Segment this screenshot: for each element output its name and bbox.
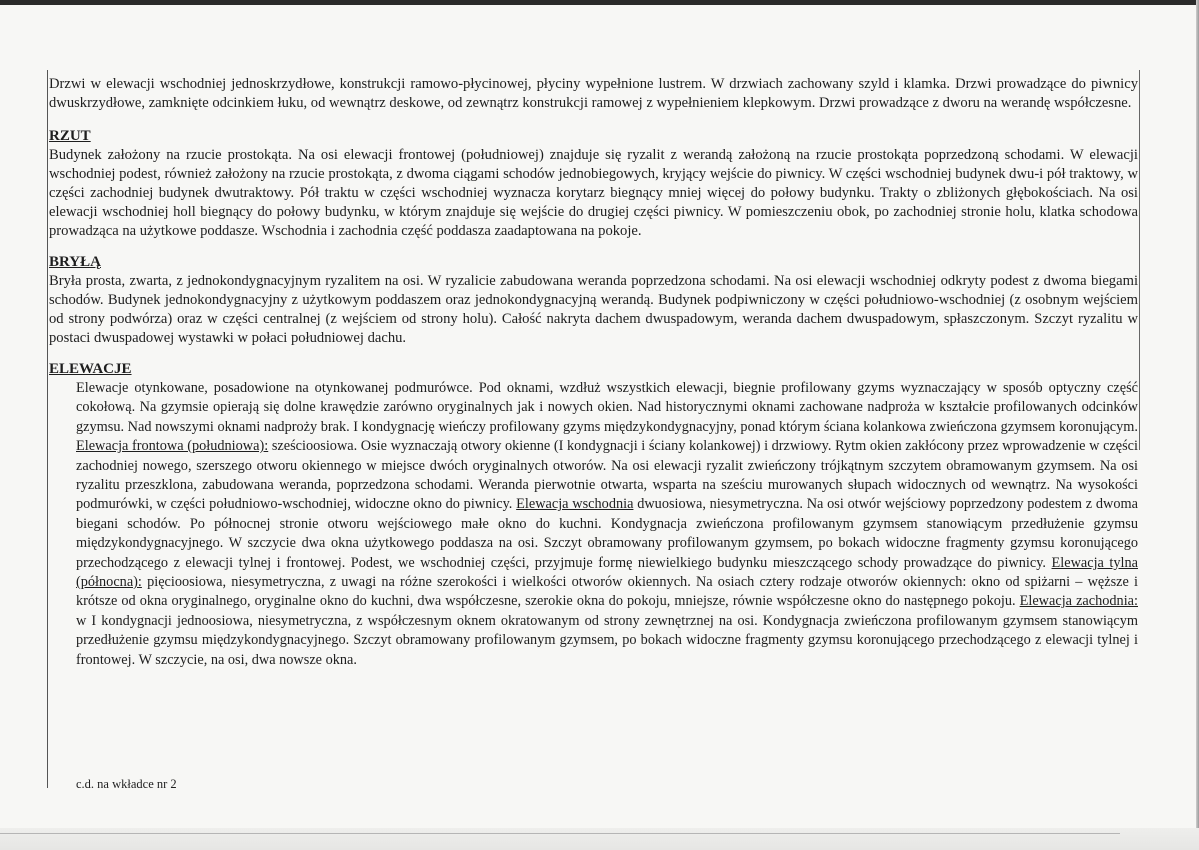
rzut-heading: RZUT <box>49 128 91 144</box>
form-left-border <box>47 70 48 788</box>
elewacje-heading: ELEWACJE <box>49 361 132 377</box>
intro-section <box>49 75 1138 113</box>
label-elewacja-tylna: Elewacja tylna (północna): <box>76 554 1138 591</box>
bryla-paragraph: Bryła prosta, zwarta, z jednokondygnacyjnym ryzalitem na osi. W ryzalicie zabudowana weranda poprzedzona schodami. Na osi elewacji wschodniej odkryty podest z dwoma biegami schodów. Budynek jednokondygnacyjny z użytkowym poddaszem oraz jednokondygnacyjną werandą. Budynek podpiwniczony w części południowo-wschodniej (z osobnym wejściem od strony podwórza) oraz w części centralnej (z wejściem od strony holu). Całość nakryta dachem dwuspadowym, weranda dachem dwuspadowym, spłaszczonym. Szczyt ryzalitu w postaci dwuspadowej wystawki w połaci południowej dachu. <box>49 273 1138 346</box>
label-elewacja-frontowa: Elewacja frontowa (południowa): <box>76 438 269 455</box>
scan-bottom-margin <box>0 828 1199 850</box>
elewacje-paragraph <box>49 379 1138 670</box>
scan-top-edge <box>0 0 1199 5</box>
form-right-border <box>1139 70 1140 450</box>
elewacje-text-zachodnia: w I kondygnacji jednoosiowa, niesymetryczna, z współczesnym oknem okratowanym od strony zewnętrznej na osi. Kondygnacja zwieńczona profilowanym gzymsem stanowiącym przedłużenie gzymsu międzykondygnacyjnego. Szczyt obramowany profilowanym gzymsem, po bokach widoczne fragmenty gzymsu koronującego przechodzącego z elewacji tylnej i frontowej. W szczycie, na osi, dwa nowsze okna. <box>76 612 1138 668</box>
document-body <box>49 75 1138 670</box>
label-elewacja-zachodnia: Elewacja zachodnia: <box>1019 593 1138 610</box>
elewacje-text-frontowa: sześcioosiowa. Osie wyznaczają otwory okienne (I kondygnacji i ściany kolankowej) i drzwiowy. Rytm okien zakłócony przez wprowadzenie w części zachodniej nowego, szerszego otworu okiennego w miejsce dwóch oryginalnych otworów. Na osi elewacji ryzalit zwieńczony trójkątnym szczytem obramowanym gzymsem. Na osi ryzalitu przeszklona, zabudowana weranda, poprzedzona schodami. Weranda pierwotnie otwarta, wsparta na sześciu murowanych słupach widocznych od wewnątrz. Na wysokości podmurówki, w części południowo-wschodniej, widoczne okno do piwnicy. <box>76 438 1138 513</box>
continuation-note: c.d. na wkładce nr 2 <box>76 777 177 791</box>
bryla-section <box>49 253 1138 348</box>
elewacje-text-tylna: pięcioosiowa, niesymetryczna, z uwagi na różne szerokości i wielkości otworów okiennych. Na osiach cztery rodzaje otworów okiennych: okno od spiżarni – węższe i krótsze od okna oryginalnego, oryginalne okno do kuchni, dwa współczesne, szerokie okna do pokoju, mniejsze, równie współczesne okno do następnego pokoju. <box>76 574 1138 610</box>
elewacje-text-general: Elewacje otynkowane, posadowione na otynkowanej podmurówce. Pod oknami, wzdłuż wszystkich elewacji, biegnie profilowany gzyms wyznaczający w sposób optyczny część cokołową. Na gzymsie opierają się dolne krawędzie zarówno oryginalnych jak i nowych okien. Nad historycznymi oknami zachowane nadproża w kształcie profilowanych odcinków gzymsu. Nad nowszymi oknami nadproży brak. I kondygnację wieńczy profilowany gzyms międzykondygnacyjny, ponad którym ściana kolankowa zwieńczona gzymsem koronującym. <box>76 380 1138 435</box>
elewacje-section <box>49 360 1138 670</box>
form-bottom-line <box>0 833 1120 834</box>
rzut-paragraph: Budynek założony na rzucie prostokąta. Na osi elewacji frontowej (południowej) znajduje się ryzalit z werandą założoną na rzucie prostokąta poprzedzoną schodami. W elewacji wschodniej podest, również założony na rzucie prostokąta, z dwoma ciągami schodów jednobiegowych, kryjący wejście do piwnicy. W części wschodniej budynek dwu-i pół traktowy, w części zachodniej budynek dwutraktowy. Pół traktu w części wschodniej wyznacza korytarz biegnący mniej więcej do połowy budynku. Trakty o zbliżonych głębokościach. Na osi elewacji wschodniej holl biegnący do połowy budynku, w którym znajduje się wejście do drugiej części piwnicy. W pomieszczeniu obok, po zachodniej stronie holu, klatka schodowa prowadząca na użytkowe poddasze. Wschodnia i zachodnia część poddasza zaadaptowana na pokoje. <box>49 147 1138 239</box>
rzut-section <box>49 127 1138 241</box>
label-elewacja-wschodnia: Elewacja wschodnia <box>516 496 634 513</box>
bryla-heading: BRYŁĄ <box>49 254 101 270</box>
elewacje-text-wschodnia: dwuosiowa, niesymetryczna. Na osi otwór wejściowy poprzedzony podestem z dwoma biegani schodów. Po północnej stronie otworu wejściowego małe okno do kuchni. Kondygnacja zwieńczona profilowanym gzymsem stanowiącym przedłużenie gzymsu międzykondygnacyjnego. W szczycie dwa okna użytkowego poddasza na osi. Szczyt obramowany profilowanym gzymsem, po bokach widoczne fragmenty gzymsu koronującego przechodzącego z elewacji tylnej i frontowej. Podest, we wschodniej części, przyjmuje formę niewielkiego budynku mieszczącego schody prowadzące do piwnicy. <box>76 496 1138 571</box>
intro-paragraph: Drzwi w elewacji wschodniej jednoskrzydłowe, konstrukcji ramowo-płycinowej, płyciny wypełnione lustrem. W drzwiach zachowany szyld i klamka. Drzwi prowadzące do piwnicy dwuskrzydłowe, zamknięte odcinkiem łuku, od wewnątrz deskowe, od zewnątrz konstrukcji ramowej z wypełnieniem klepkowym. Drzwi prowadzące z dworu na werandę współczesne. <box>49 76 1138 111</box>
